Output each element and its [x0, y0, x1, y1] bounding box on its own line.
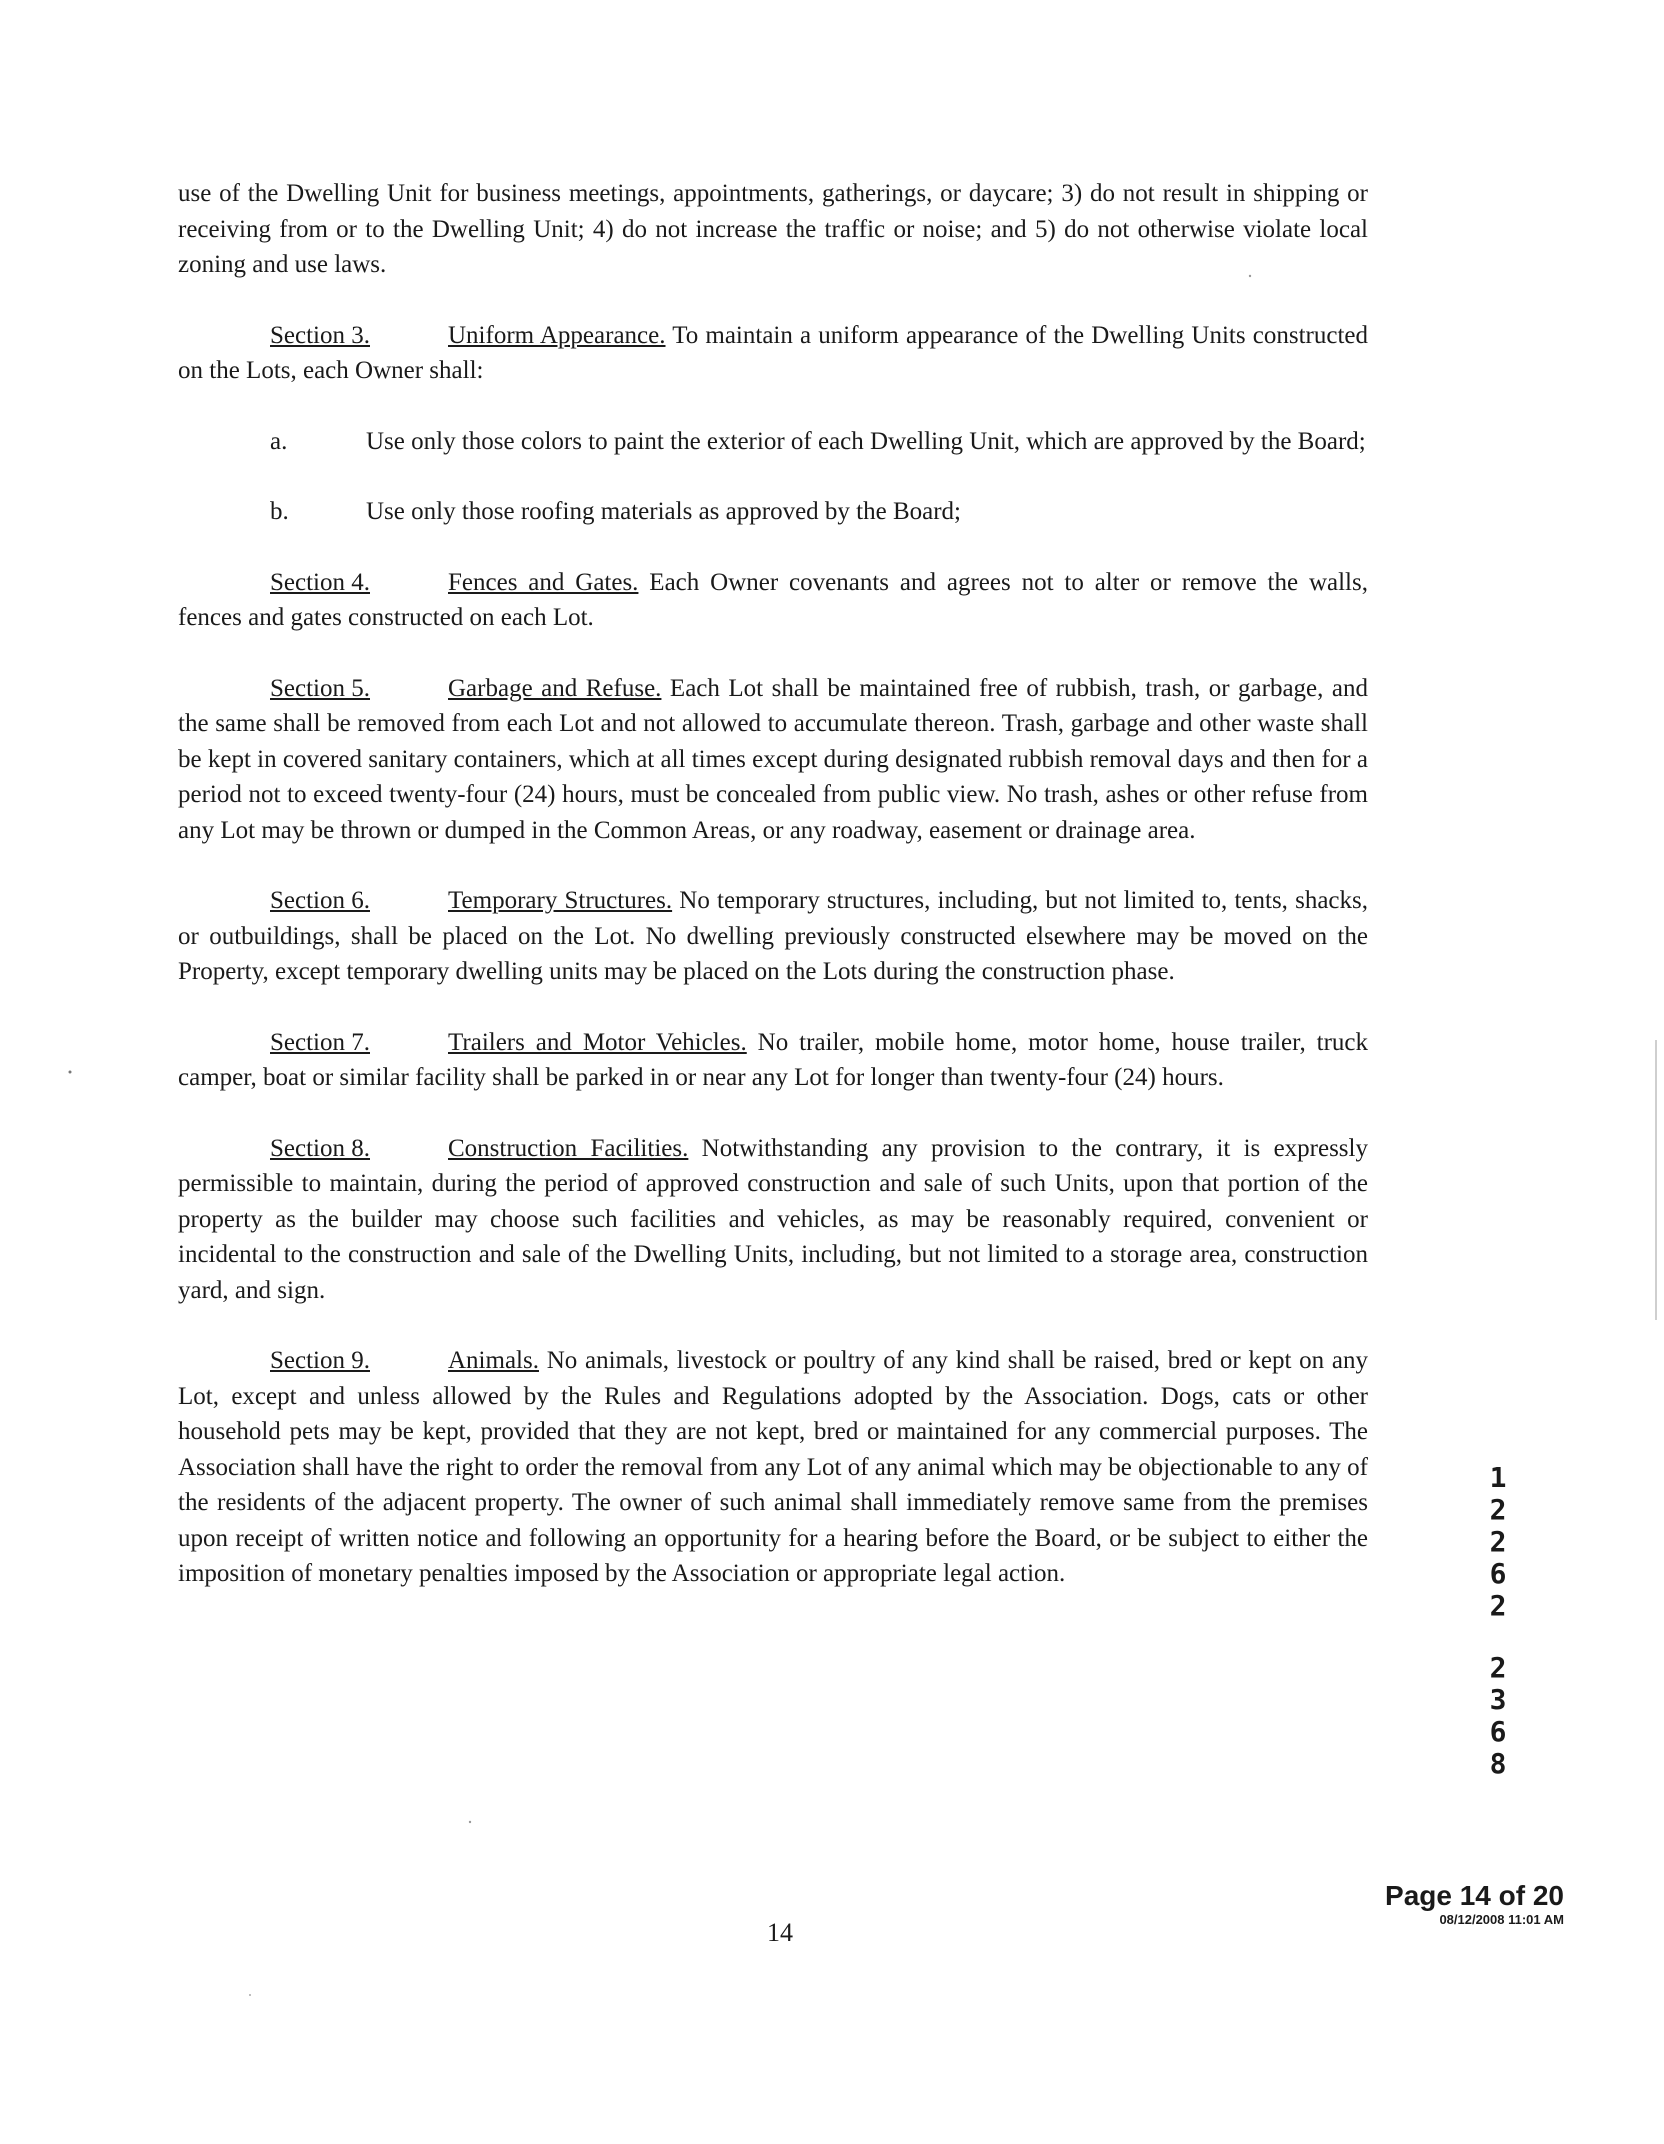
section-number: Section 7. [270, 1028, 370, 1056]
list-text: Use only those roofing materials as approved by the Board; [366, 498, 961, 525]
scan-speck [1249, 275, 1251, 277]
scan-speck [69, 1071, 72, 1074]
stamp-digit: 2 [1489, 1651, 1507, 1684]
section-text: No animals, livestock or poultry of any kind shall be raised, bred or kept on any Lot, except and unless allowed by the Rules and Regulations adopted by the Association. Dogs, cats or other household pets may be kept, provided that they are not kept, bred or maintained for any commercial purposes. The Association shall have the right to order the removal from any Lot of any animal which may be objectionable to any of the residents of the adjacent property. The owner of such animal shall immediately remove same from the premises upon receipt of written notice and following an opportunity for a hearing before the Board, or be subject to either the imposition of monetary penalties imposed by the Association or appropriate legal action. [178, 1347, 1368, 1587]
section-number: Section 6. [270, 887, 370, 914]
section-number: Section 4. [270, 568, 370, 596]
section-title: Fences and Gates. [448, 568, 639, 596]
section-number: Section 5. [270, 674, 370, 702]
page-of-text: Page 14 of 20 [1385, 1880, 1564, 1911]
stamp-digit: 3 [1489, 1683, 1507, 1716]
section-title: Animals. [448, 1347, 539, 1374]
section-text: Each Lot shall be maintained free of rubbish, trash, or garbage, and the same shall be removed from each Lot and not allowed to accumulate thereon. Trash, garbage and other waste shall be kept in covered sanitary containers, which at all times except during designated rubbish removal days and then for a period not to exceed twenty-four (24) hours, must be concealed from public view. No trash, ashes or other refuse from any Lot may be thrown or dumped in the Common Areas, or any roadway, easement or drainage area. [178, 674, 1368, 844]
section-title: Construction Facilities. [448, 1134, 689, 1162]
page-number: 14 [767, 1918, 793, 1947]
list-marker: a. [270, 427, 288, 455]
timestamp: 08/12/2008 11:01 AM [1439, 1912, 1564, 1927]
section-text: No temporary structures, including, but not limited to, tents, shacks, or outbuildings, shall be placed on the Lot. No dwelling previously constructed elsewhere may be moved on the Property, except temporary dwelling units may be placed on the Lots during the construction phase. [178, 887, 1368, 985]
section-number: Section 3. [270, 321, 370, 349]
stamp-digit: 6 [1489, 1715, 1507, 1748]
stamp-digit: 2 [1489, 1589, 1507, 1622]
scan-speck [469, 1821, 471, 1823]
section-title: Trailers and Motor Vehicles. [448, 1028, 747, 1056]
section-text: Notwithstanding any provision to the contrary, it is expressly permissible to maintain, during the period of approved construction and sale of such Units, upon that portion of the property as the builder may choose such facilities and vehicles, as may be reasonably required, convenient or incidental to the construction and sale of the Dwelling Units, including, but not limited to a storage area, construction yard, and sign. [178, 1134, 1368, 1304]
list-text: Use only those colors to paint the exterior of each Dwelling Unit, which are approved by the Board; [366, 427, 1366, 455]
section-text: To maintain a uniform appearance of the Dwelling Units constructed on the Lots, each Owner shall: [178, 321, 1368, 384]
section-title: Uniform Appearance. [448, 321, 666, 349]
stamp-digit: 1 [1489, 1461, 1507, 1494]
scan-speck [249, 1994, 251, 1996]
section-title: Garbage and Refuse. [448, 674, 662, 702]
section-title: Temporary Structures. [448, 887, 673, 914]
intro-paragraph: use of the Dwelling Unit for business meetings, appointments, gatherings, or daycare; 3) do not result in shipping or receiving from or to the Dwelling Unit; 4) do not increase the traffic or noise; and 5) do not otherwise violate local zoning and use laws. [178, 180, 1368, 278]
stamp-digit: 2 [1489, 1493, 1507, 1526]
section-text: Each Owner covenants and agrees not to alter or remove the walls, fences and gates constructed on each Lot. [178, 568, 1368, 631]
stamp-digit: 8 [1489, 1747, 1507, 1780]
section-text: No trailer, mobile home, motor home, house trailer, truck camper, boat or similar facility shall be parked in or near any Lot for longer than twenty-four (24) hours. [178, 1028, 1368, 1091]
section-number: Section 8. [270, 1134, 370, 1162]
stamp-digit: 2 [1489, 1525, 1507, 1558]
list-marker: b. [270, 498, 289, 525]
stamp-digit: 6 [1489, 1557, 1507, 1590]
section-number: Section 9. [270, 1347, 370, 1374]
